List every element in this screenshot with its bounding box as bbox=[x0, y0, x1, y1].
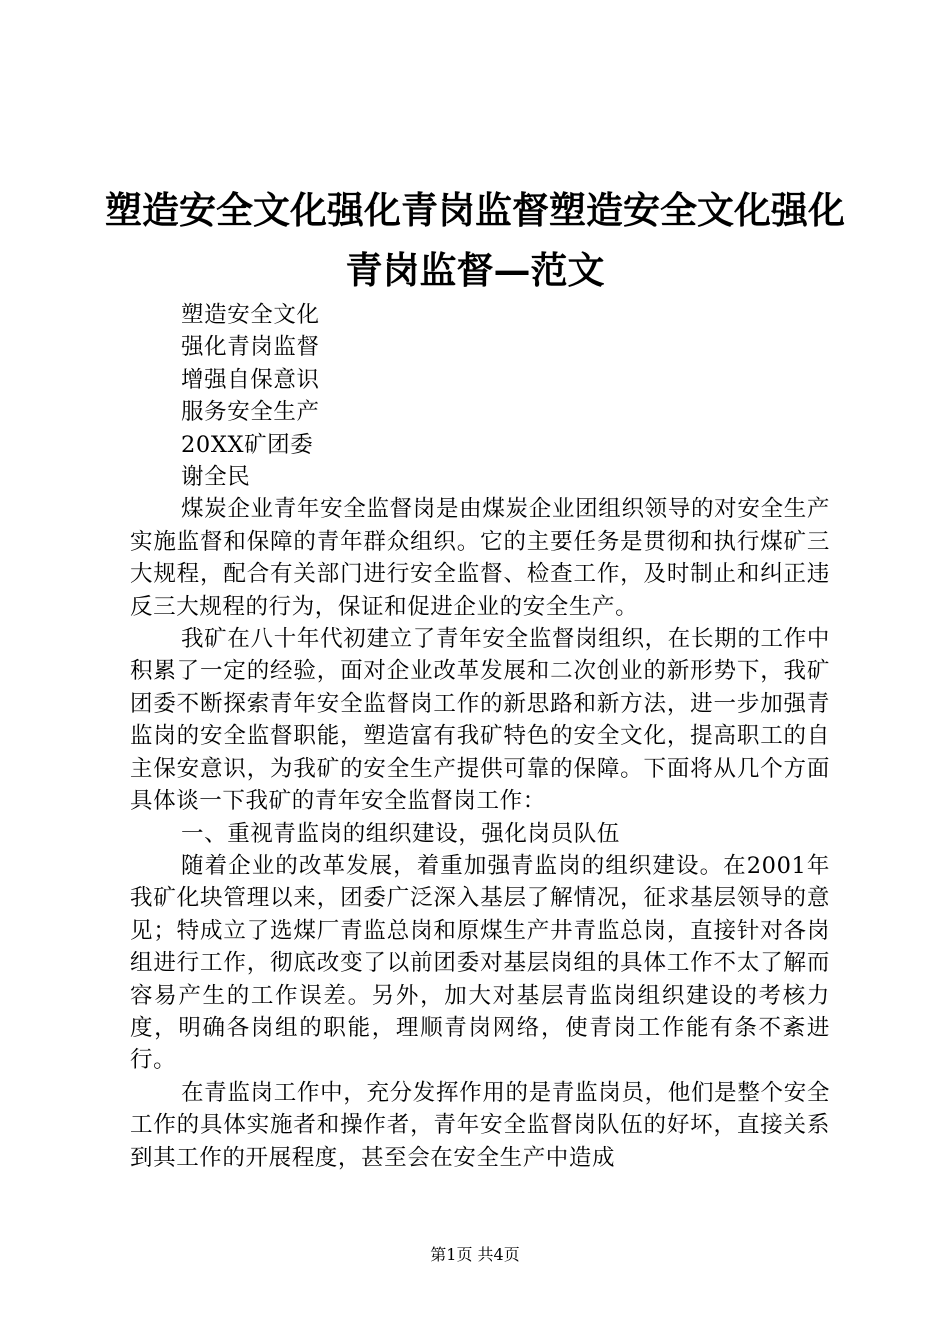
body-paragraph: 在青监岗工作中，充分发挥作用的是青监岗员，他们是整个安全工作的具体实施者和操作者，青年安全监督岗队伍的好坏，直接关系到其工作的开展程度，甚至会在安全生产中造成 bbox=[130, 1079, 830, 1171]
slogan-line: 强化青岗监督 bbox=[181, 334, 320, 361]
body-paragraph: 随着企业的改革发展，着重加强青监岗的组织建设。在2001年我矿化块管理以来，团委广泛深入基层了解情况，征求基层领导的意见；特成立了选煤厂青监总岗和原煤生产井青监总岗，直接针对各岗组进行工作，彻底改变了以前团委对基层岗组的具体工作不太了解而容易产生的工作误差。另外，加大对基层青监岗组织建设的考核力度，明确各岗组的职能，理顺青岗网络，使青岗工作能有条不紊进行。 bbox=[130, 852, 830, 1074]
page-footer: 第1页 共4页 bbox=[430, 1245, 520, 1264]
document-title-line-2: 青岗监督—范文 bbox=[345, 248, 605, 292]
document-title-line-1: 塑造安全文化强化青岗监督塑造安全文化强化 bbox=[105, 188, 845, 232]
author-organization: 20XX矿团委 bbox=[181, 431, 314, 458]
slogan-line: 塑造安全文化 bbox=[181, 302, 320, 328]
document-body bbox=[130, 299, 830, 1174]
section-heading: 一、重视青监岗的组织建设，强化岗员队伍 bbox=[181, 820, 620, 847]
body-paragraph: 我矿在八十年代初建立了青年安全监督岗组织，在长期的工作中积累了一定的经验，面对企业改革发展和二次创业的新形势下，我矿团委不断探索青年安全监督岗工作的新思路和新方法，进一步加强青监岗的安全监督职能，塑造富有我矿特色的安全文化，提高职工的自主保安意识，为我矿的安全生产提供可靠的保障。下面将从几个方面具体谈一下我矿的青年安全监督岗工作： bbox=[130, 626, 830, 815]
author-name: 谢全民 bbox=[181, 464, 251, 491]
slogan-line: 服务安全生产 bbox=[181, 399, 320, 426]
body-paragraph: 煤炭企业青年安全监督岗是由煤炭企业团组织领导的对安全生产实施监督和保障的青年群众组织。它的主要任务是贯彻和执行煤矿三大规程，配合有关部门进行安全监督、检查工作，及时制止和纠正违反三大规程的行为，保证和促进企业的安全生产。 bbox=[130, 496, 830, 620]
slogan-line: 增强自保意识 bbox=[181, 366, 320, 393]
